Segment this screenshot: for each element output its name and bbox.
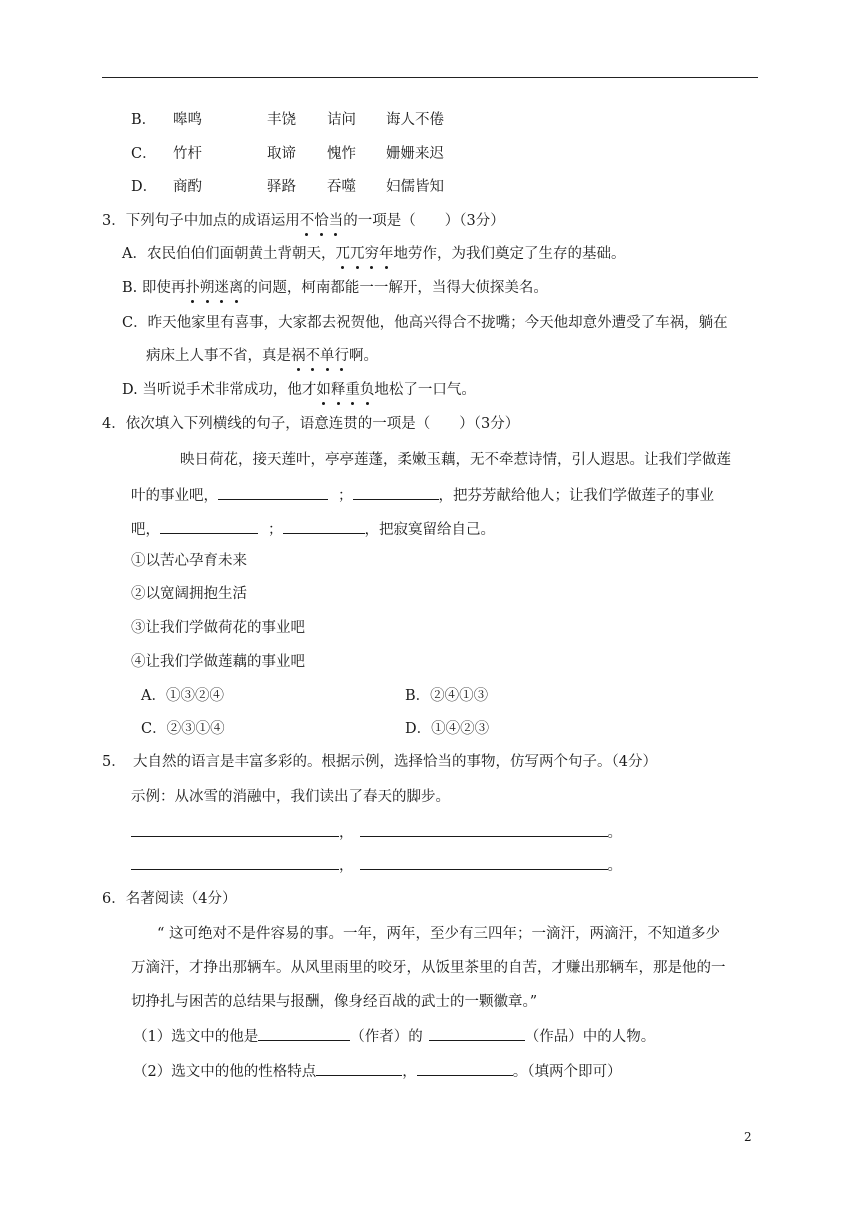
q6-subquestion-2: （2）选文中的他的性格特点 ， 。（填两个即可） — [133, 1061, 621, 1082]
emphasis-dot-char: 穷 — [364, 246, 379, 262]
q3-option-d: D. 当听说手术非常成功，他才如释重负地松了一口气。 — [122, 382, 476, 398]
emphasis-dot-char: 兀 — [349, 246, 365, 262]
q2-option-d: D． 商酌 驿路 吞噬 妇儒皆知 — [131, 179, 444, 195]
dotted-idiom — [335, 246, 393, 262]
emphasis-dot-char: 不 — [305, 348, 320, 364]
q6-stem: 6．名著阅读（4分） — [102, 891, 237, 907]
emphasis-dot-char: 不 — [299, 213, 315, 229]
blank-line — [218, 485, 328, 500]
emphasis-dot-char: 行 — [334, 348, 349, 364]
q6-subquestion-1: （1）选文中的他是 （作者）的 （作品）中的人物。 — [133, 1026, 655, 1047]
blank-line — [316, 1061, 402, 1076]
emphasis-dotted-text — [300, 213, 344, 229]
q4-option-d: D．①④②③ — [405, 721, 490, 737]
q4-option-b: B．②④①③ — [405, 688, 489, 704]
q3-option-a: A．农民伯伯们面朝黄土背朝天，兀兀穷年地劳作，为我们奠定了生存的基础。 — [122, 246, 626, 262]
q4-option-c: C．②③①④ — [141, 721, 225, 737]
q5-answer-line-2: ， 。 — [131, 855, 622, 876]
q4-item-3: ③让我们学做荷花的事业吧 — [131, 620, 305, 636]
q5-stem: 5． 大自然的语言是丰富多彩的。根据示例，选择恰当的事物，仿写两个句子。（4分） — [102, 754, 657, 770]
emphasis-dot-char: 单 — [320, 348, 335, 364]
blank-line — [360, 855, 608, 870]
q3-stem: 3．下列句子中加点的成语运用不恰当的一项是（ ）（3分） — [102, 213, 505, 229]
q4-passage-line2: 叶的事业吧， ； ，把芬芳献给他人；让我们学做莲子的事业 — [131, 485, 714, 506]
emphasis-dot-char: 朔 — [199, 280, 215, 296]
emphasis-dot-char: 兀 — [335, 246, 350, 262]
q4-item-1: ①以苦心孕育未来 — [131, 553, 247, 569]
blank-line — [131, 855, 339, 870]
emphasis-dot-char: 祸 — [291, 348, 306, 364]
blank-line — [360, 822, 608, 837]
q2-option-b: B． 嗥鸣 丰饶 诘问 诲人不倦 — [131, 112, 444, 128]
blank-line — [160, 519, 258, 534]
q2-option-c: C． 竹杆 取谛 愧怍 姗姗来迟 — [131, 146, 444, 162]
q6-quote-line2: 万滴汗，才挣出那辆车。从风里雨里的咬牙，从饭里茶里的自苦，才赚出那辆车，那是他的一 — [131, 960, 726, 976]
q4-stem: 4．依次填入下列横线的句子，语意连贯的一项是（ ）（3分） — [102, 416, 520, 432]
q5-answer-line-1: ， 。 — [131, 822, 622, 843]
blank-line — [283, 519, 365, 534]
blank-line — [258, 1026, 350, 1041]
q6-quote-line1: “ 这可绝对不是件容易的事。一年，两年，至少有三四年；一滴汗，两滴汗，不知道多少 — [157, 926, 721, 942]
q3-option-b: B. 即使再扑朔迷离的问题，柯南都能一一解开，当得大侦探美名。 — [122, 280, 548, 296]
emphasis-dot-char: 如 — [316, 382, 331, 398]
emphasis-dot-char: 重 — [345, 382, 360, 398]
emphasis-dot-char: 释 — [330, 382, 346, 398]
emphasis-dot-char: 迷 — [214, 280, 229, 296]
emphasis-dot-char: 年 — [378, 246, 394, 262]
blank-line — [353, 485, 439, 500]
q6-quote-line3: 切挣扎与困苦的总结果与报酬，像身经百战的武士的一颗徽章。” — [131, 994, 538, 1010]
emphasis-dot-char: 扑 — [185, 280, 200, 296]
emphasis-dot-char: 恰 — [314, 213, 329, 229]
blank-line — [417, 1061, 513, 1076]
emphasis-dot-char: 当 — [328, 213, 344, 229]
q4-item-2: ②以宽阔拥抱生活 — [131, 586, 247, 602]
q5-example: 示例：从冰雪的消融中，我们读出了春天的脚步。 — [131, 789, 450, 805]
blank-line — [429, 1026, 525, 1041]
dotted-idiom — [291, 348, 349, 364]
page-number: 2 — [744, 1130, 752, 1144]
q4-passage-line3: 吧， ； ，把寂寞留给自己。 — [131, 519, 495, 540]
q4-item-4: ④让我们学做莲藕的事业吧 — [131, 654, 305, 670]
emphasis-dot-char: 离 — [228, 280, 244, 296]
q4-option-a: A．①③②④ — [141, 688, 224, 704]
dotted-idiom — [316, 382, 374, 398]
q3-option-c-line2: 病床上人事不省，真是祸不单行啊。 — [146, 348, 378, 364]
emphasis-dot-char: 负 — [359, 382, 375, 398]
header-rule — [102, 77, 758, 78]
q3-option-c-line1: C．昨天他家里有喜事，大家都去祝贺他，他高兴得合不拢嘴；今天他却意外遭受了车祸，躺在 — [122, 315, 728, 331]
blank-line — [131, 822, 339, 837]
dotted-idiom — [185, 280, 243, 296]
q4-passage-line1: 映日荷花，接天莲叶，亭亭莲蓬，柔嫩玉藕，无不牵惹诗情，引人遐思。让我们学做莲 — [180, 452, 731, 468]
